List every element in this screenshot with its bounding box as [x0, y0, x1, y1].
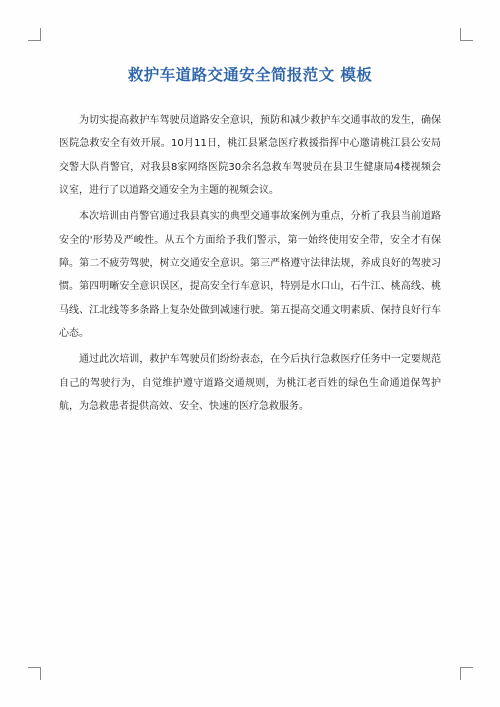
document-title: 救护车道路交通安全简报范文 模板 [127, 66, 373, 84]
crop-mark-bottom-right [460, 667, 473, 680]
crop-mark-top-right [460, 28, 473, 41]
paragraph-3: 通过此次培训，救护车驾驶员们纷纷表态，在今后执行急救医疗任务中一定要规范自己的驾驶行为，自觉维护遵守道路交通规则，为桃江老百姓的绿色生命通道保驾护航，为急救患者提供高效、安全、快速的医疗急救服务。 [59, 354, 441, 413]
crop-mark-bottom-left [28, 667, 41, 680]
crop-mark-top-left [28, 28, 41, 41]
document-body [59, 109, 441, 421]
paragraph-1: 为切实提高救护车驾驶员道路安全意识，预防和减少救护车交通事故的发生，确保医院急救安全有效开展。10月11日，桃江县紧急医疗救援指挥中心邀请桃江县公安局交警大队肖警官，对我县8家网络医院30余名急救车驾驶员在县卫生健康局4楼视频会议室，进行了以道路交通安全为主题的视频会议。 [59, 115, 441, 197]
paragraph-2: 本次培训由肖警官通过我县真实的典型交通事故案例为重点，分析了我县当前道路安全的'形势及严峻性。从五个方面给予我们警示，第一始终使用安全带，安全才有保障。第二不疲劳驾驶，树立交通安全意识。第三严格遵守法律法规，养成良好的驾驶习惯。第四明晰安全意识误区，提高安全行车意识，特别是水口山，石牛江、桃高线、桃马线、江北线等多条路上复杂处做到减速行驶。第五提高交通文明素质、保持良好行车心态。 [59, 211, 441, 340]
